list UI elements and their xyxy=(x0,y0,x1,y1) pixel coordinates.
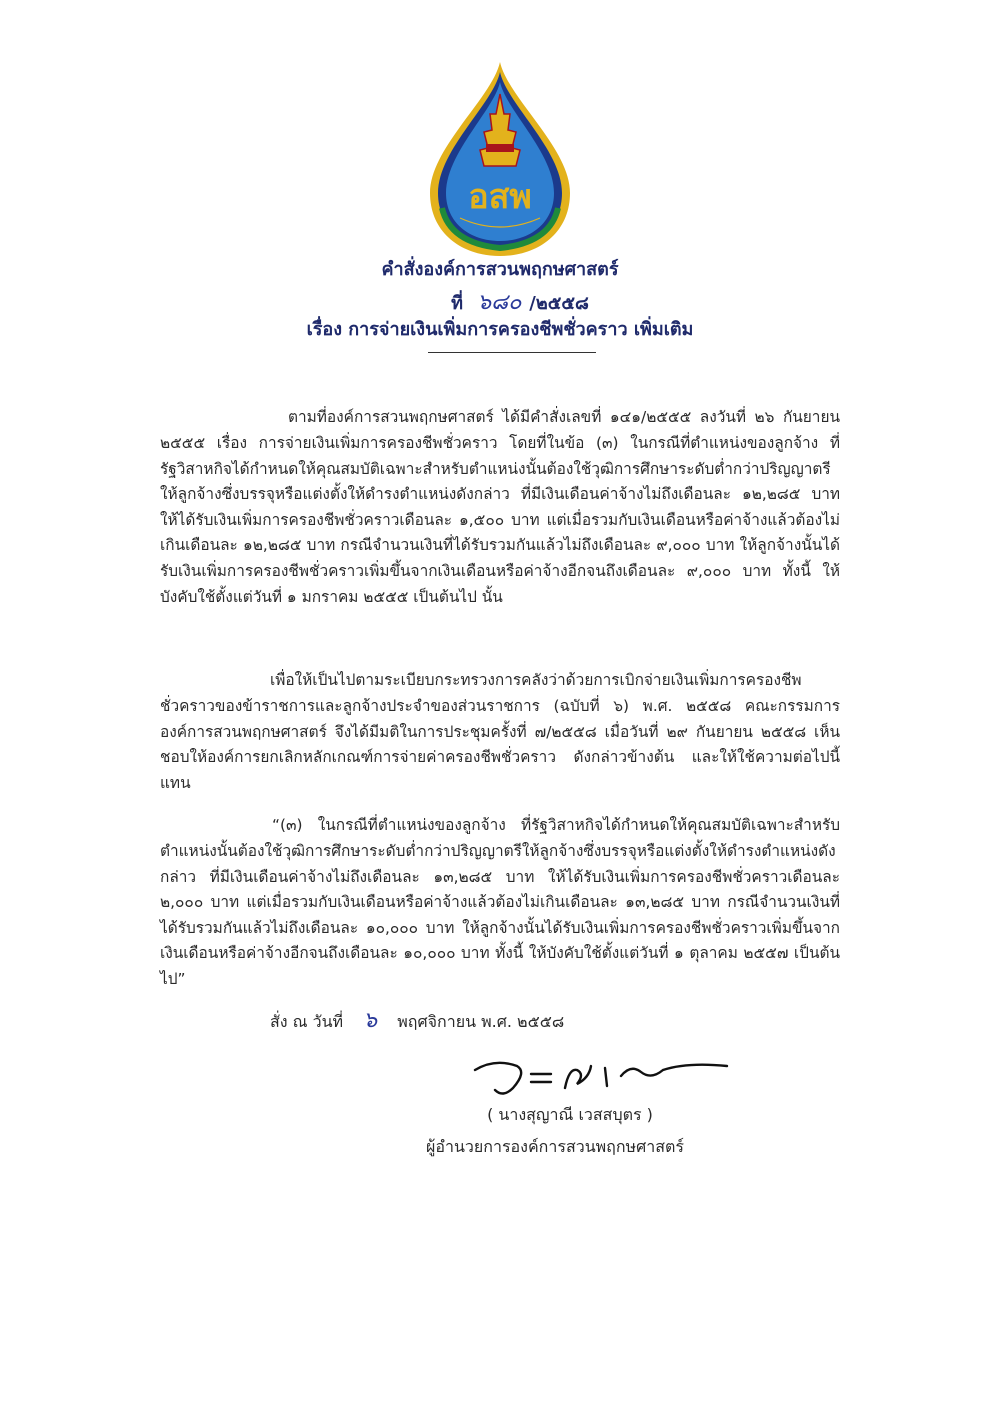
order-date-line xyxy=(270,1002,564,1037)
svg-text:อสพ: อสพ xyxy=(468,177,532,217)
organization-emblem-icon xyxy=(420,58,580,258)
order-date-prefix: สั่ง ณ วันที่ xyxy=(270,1012,344,1031)
body-paragraph-1: ตามที่องค์การสวนพฤกษศาสตร์ ได้มีคำสั่งเลขที่ ๑๔๑/๒๕๕๕ ลงวันที่ ๒๖ กันยายน ๒๕๕๕ เรื่อง การจ่ายเงินเพิ่มการครองชีพชั่วคราว โดยที่ในข้อ (๓) ในกรณีที่ตำแหน่งของลูกจ้าง ที่รัฐวิสาหกิจได้กำหนดให้คุณสมบัติเฉพาะสำหรับตำแหน่งนั้นต้องใช้วุฒิการศึกษาระดับต่ำกว่าปริญญาตรี ให้ลูกจ้างซึ่งบรรจุหรือแต่งตั้งให้ดำรงตำแหน่งดังกล่าว ที่มีเงินเดือนค่าจ้างไม่ถึงเดือนละ ๑๒,๒๘๕ บาท ให้ได้รับเงินเพิ่มการครองชีพชั่วคราวเดือนละ ๑,๕๐๐ บาท แต่เมื่อรวมกับเงินเดือนหรือค่าจ้างแล้วต้องไม่เกินเดือนละ ๑๒,๒๘๕ บาท กรณีจำนวนเงินที่ได้รับรวมกันแล้วไม่ถึงเดือนละ ๙,๐๐๐ บาท ให้ลูกจ้างนั้นได้รับเงินเพิ่มการครองชีพชั่วคราวเพิ่มขึ้นจากเงินเดือนหรือค่าจ้างอีกจนถึงเดือนละ ๙,๐๐๐ บาท ทั้งนี้ ให้บังคับใช้ตั้งแต่วันที่ ๑ มกราคม ๒๕๕๕ เป็นต้นไป นั้น xyxy=(160,408,840,606)
header-divider xyxy=(428,352,596,353)
handwritten-order-number: ๖๘๐ xyxy=(477,290,522,315)
order-date-month-year: พฤศจิกายน พ.ศ. ๒๕๕๘ xyxy=(397,1012,565,1031)
signatory-name: ( นางสุญาณี เวสสบุตร ) xyxy=(487,1105,653,1124)
order-number-year: /๒๕๕๘ xyxy=(529,293,589,314)
order-number-label: ที่ xyxy=(451,293,463,314)
body-paragraph-3: “(๓) ในกรณีที่ตำแหน่งของลูกจ้าง ที่รัฐวิสาหกิจได้กำหนดให้คุณสมบัติเฉพาะสำหรับตำแหน่งนั้นต้องใช้วุฒิการศึกษาระดับต่ำกว่าปริญญาตรีให้ลูกจ้างซึ่งบรรจุหรือแต่งตั้งให้ดำรงตำแหน่งดังกล่าว ที่มีเงินเดือนค่าจ้างไม่ถึงเดือนละ ๑๓,๒๘๕ บาท ให้ได้รับเงินเพิ่มการครองชีพชั่วคราวเดือนละ ๒,๐๐๐ บาท แต่เมื่อรวมกับเงินเดือนหรือค่าจ้างแล้วต้องไม่เกินเดือนละ ๑๓,๒๘๕ บาท กรณีจำนวนเงินที่ได้รับรวมกันแล้วไม่ถึงเดือนละ ๑๐,๐๐๐ บาท ให้ลูกจ้างนั้นได้รับเงินเพิ่มการครองชีพชั่วคราวเพิ่มขึ้นจากเงินเดือนหรือค่าจ้างอีกจนถึงเดือนละ ๑๐,๐๐๐ บาท ทั้งนี้ ให้บังคับใช้ตั้งแต่วันที่ ๑ ตุลาคม ๒๕๕๗ เป็นต้นไป” xyxy=(160,816,840,988)
body-paragraph-2: เพื่อให้เป็นไปตามระเบียบกระทรวงการคลังว่าด้วยการเบิกจ่ายเงินเพิ่มการครองชีพชั่วคราวของข้าราชการและลูกจ้างประจำของส่วนราชการ (ฉบับที่ ๖) พ.ศ. ๒๕๕๘ คณะกรรมการองค์การสวนพฤกษศาสตร์ จึงได้มีมติในการประชุมครั้งที่ ๗/๒๕๕๘ เมื่อวันที่ ๒๙ กันยายน ๒๕๕๘ เห็นชอบให้องค์การยกเลิกหลักเกณฑ์การจ่ายค่าครองชีพชั่วคราว ดังกล่าวข้างต้น และให้ใช้ความต่อไปนี้แทน xyxy=(160,671,840,792)
handwritten-day: ๖ xyxy=(363,1008,378,1033)
signatory-title: ผู้อำนวยการองค์การสวนพฤกษศาสตร์ xyxy=(426,1137,684,1156)
handwritten-signature xyxy=(465,1040,735,1110)
document-subject: เรื่อง การจ่ายเงินเพิ่มการครองชีพชั่วคราว เพิ่มเติม xyxy=(306,319,694,340)
document-title: คำสั่งองค์การสวนพฤกษศาสตร์ xyxy=(381,259,619,280)
